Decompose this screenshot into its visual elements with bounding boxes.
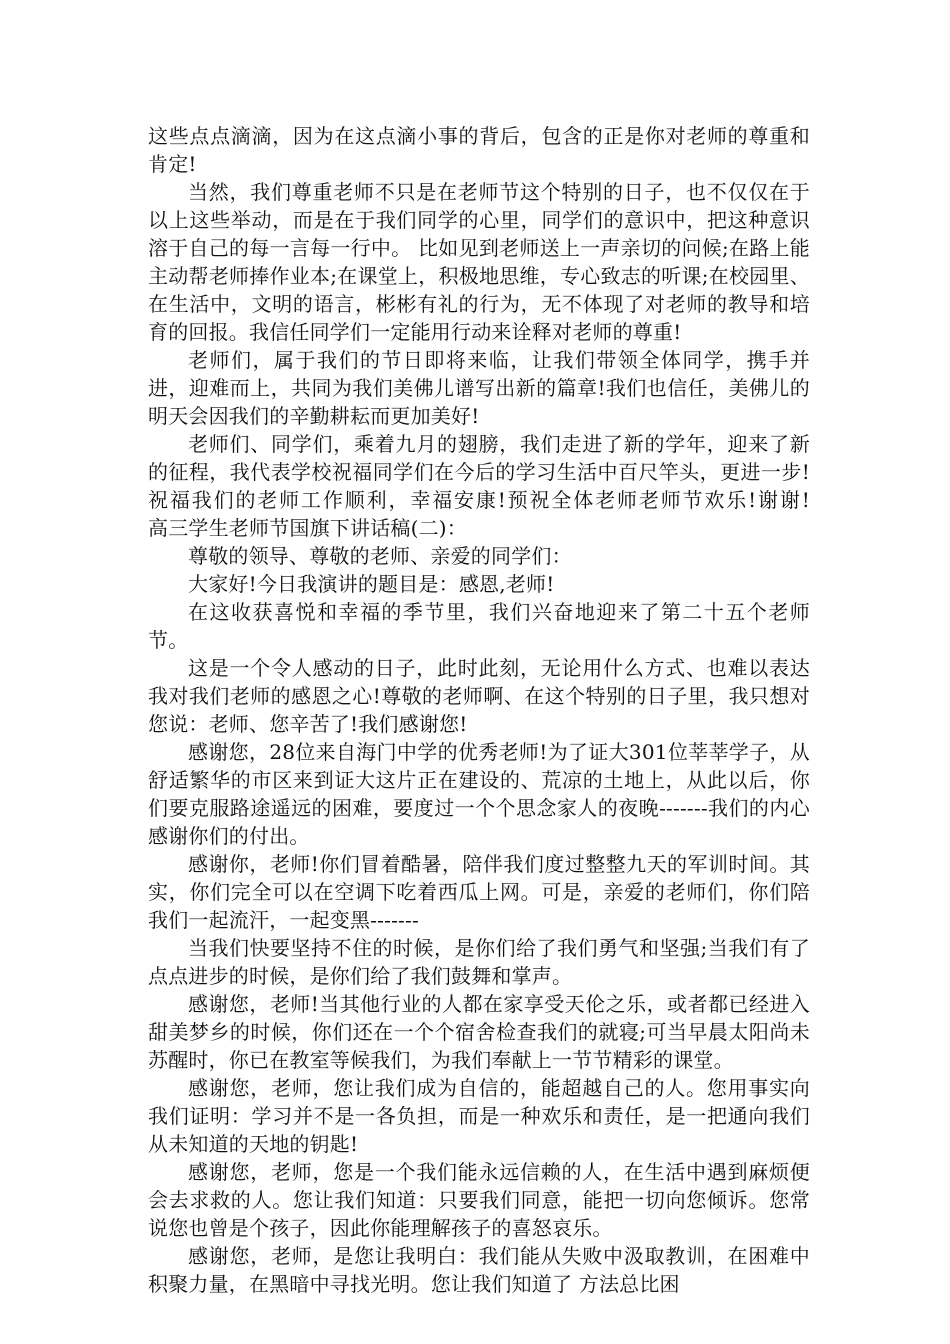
paragraph-3: 老师们，属于我们的节日即将来临，让我们带领全体同学，携手并进，迎难而上，共同为我们美佛儿谱写出新的篇章!我们也信任，美佛儿的明天会因我们的辛勤耕耘而更加美好!	[148, 348, 810, 428]
paragraph-6: 大家好!今日我演讲的题目是：感恩,老师!	[188, 572, 555, 596]
paragraph-2: 当然，我们尊重老师不只是在老师节这个特别的日子，也不仅仅在于以上这些举动，而是在于我们同学的心里，同学们的意识中，把这种意识溶于自己的每一言每一行中。 比如见到老师送上一声亲切的问候;在路上能主动帮老师捧作业本;在课堂上，积极地思维，专心致志的听课;在校园里、在生活中，文明的语言，彬彬有礼的行为，无不体现了对老师的教导和培育的回报。我信任同学们一定能用行动来诠释对老师的尊重!	[148, 180, 810, 344]
paragraph-5: 尊敬的领导、尊敬的老师、亲爱的同学们：	[188, 544, 572, 568]
paragraph-13: 感谢您，老师，您让我们成为自信的，能超越自己的人。您用事实向我们证明：学习并不是一各负担，而是一种欢乐和责任，是一把通向我们从未知道的天地的钥匙!	[148, 1076, 810, 1156]
paragraph-9: 感谢您，28位来自海门中学的优秀老师!为了证大301位莘莘学子，从舒适繁华的市区来到证大这片正在建设的、荒凉的土地上，从此以后，你们要克服路途遥远的困难，要度过一个个思念家人的夜晚-------我们的内心感谢你们的付出。	[148, 740, 810, 848]
paragraph-15: 感谢您，老师，是您让我明白：我们能从失败中汲取教训，在困难中积聚力量，在黑暗中寻找光明。您让我们知道了 方法总比困	[148, 1244, 810, 1296]
document-body	[148, 122, 851, 1298]
paragraph-14: 感谢您，老师，您是一个我们能永远信赖的人，在生活中遇到麻烦便会去求救的人。您让我们知道：只要我们同意，能把一切向您倾诉。您常说您也曾是个孩子，因此你能理解孩子的喜怒哀乐。	[148, 1160, 810, 1240]
paragraph-8: 这是一个令人感动的日子，此时此刻，无论用什么方式、也难以表达我对我们老师的感恩之心!尊敬的老师啊、在这个特别的日子里，我只想对您说：老师、您辛苦了!我们感谢您!	[148, 656, 810, 736]
paragraph-10: 感谢你，老师!你们冒着酷暑，陪伴我们度过整整九天的军训时间。其实，你们完全可以在空调下吃着西瓜上网。可是，亲爱的老师们，你们陪我们一起流汗，一起变黑-------	[148, 852, 810, 932]
paragraph-7: 在这收获喜悦和幸福的季节里，我们兴奋地迎来了第二十五个老师节。	[148, 600, 810, 652]
paragraph-12: 感谢您，老师!当其他行业的人都在家享受天伦之乐，或者都已经进入甜美梦乡的时候，你们还在一个个宿舍检查我们的就寝;可当早晨太阳尚未苏醒时，你已在教室等候我们，为我们奉献上一节节精彩的课堂。	[148, 992, 810, 1072]
paragraph-1: 这些点点滴滴，因为在这点滴小事的背后，包含的正是你对老师的尊重和肯定!	[148, 124, 810, 176]
paragraph-11: 当我们快要坚持不住的时候，是你们给了我们勇气和坚强;当我们有了点点进步的时候，是你们给了我们鼓舞和掌声。	[148, 936, 810, 988]
paragraph-4: 老师们、同学们，乘着九月的翅膀，我们走进了新的学年，迎来了新的征程，我代表学校祝福同学们在今后的学习生活中百尺竿头，更进一步!祝福我们的老师工作顺利，幸福安康!预祝全体老师老师节欢乐!谢谢! 高三学生老师节国旗下讲话稿(二)：	[148, 432, 851, 540]
